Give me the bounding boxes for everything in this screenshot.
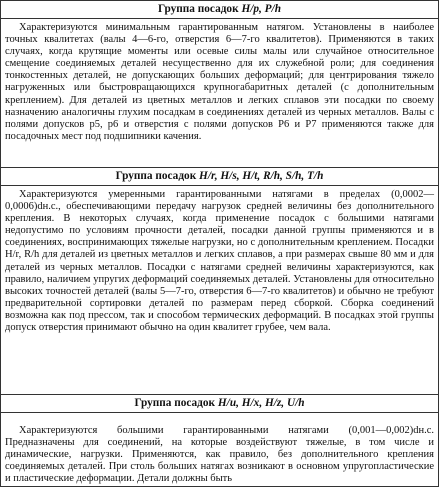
section-body-3: [1, 413, 438, 487]
section-title-label: Группа посадок: [158, 3, 239, 15]
fit-group-section-2: [1, 167, 438, 394]
section-title-label: Группа посадок: [115, 170, 197, 182]
section-paragraph: Характеризуются большими гарантированными натягами (0,001—0,002)dн.с. Предназначены для соединений, на которые воздействуют тяжелые, в том числе и динамические, нагрузки. Применяются, как правило, без дополнительного крепления соединяемых деталей. При столь больших натягах возникают в основном упругопластические и пластические деформации. Детали должны быть: [5, 425, 434, 485]
section-title-1: [1, 1, 438, 19]
section-title-label: Группа посадок: [134, 397, 216, 409]
fit-designations: H/u, H/x, H/z, U/h: [217, 397, 305, 409]
section-title-3: [1, 394, 438, 413]
section-title-2: [1, 167, 438, 186]
fit-designations: H/p, P/h: [241, 3, 281, 15]
fit-designations: H/r, H/s, H/t, R/h, S/h, T/h: [199, 170, 324, 182]
section-paragraph: Характеризуются умеренными гарантированными натягами в пределах (0,0002—0,0006)dн.с., обеспечивающими передачу нагрузок средней величины без дополнительного крепления. В некоторых случаях, когда применение посадок с большими натягами недопустимо по условиям прочности деталей, посадки данной группы применяются и в соединениях, воспринимающих тяжелые нагрузки, но с дополнительным креплением. Посадки H/r, R/h для деталей из цветных металлов и легких сплавов, а при размерах свыше 80 мм и для деталей из черных металлов. Посадки с натягами средней величины характеризуются, как правило, наличием упругих деформаций соединяемых деталей. Установлены для относительно высоких точностей деталей (валы 5—7-го, отверстия 6—7-го квалитетов) и обычно не требуют предварительной сортировки деталей по размерам перед сборкой. Сборка соединений возможна как под прессом, так и способом термических деформаций. В посадках этой группы допуск отверстия принимают обычно на один квалитет грубее, чем вала.: [5, 189, 434, 334]
fit-group-section-1: [1, 1, 438, 167]
section-paragraph: Характеризуются минимальным гарантированным натягом. Установлены в наиболее точных квалитетах (валы 4—6-го, отверстия 6—7-го квалитетов). Применяются в таких случаях, когда крутящие моменты или осевые силы малы или случайное относительное смещение соединяемых деталей несущественно для их служебной роли; для соединения тонкостенных деталей, не допускающих больших деформаций; для центрирования тяжело нагруженных или быстровращающихся крупногабаритных деталей (с дополнительным креплением). Для деталей из цветных металлов и легких сплавов эти посадки по своему назначению аналогичны глухим посадкам в соединениях деталей из черных металлов. Валы с полями допусков p5, p6 и отверстия с полями допусков P6 и P7 применяются также для посадочных мест под подшипники качения.: [5, 22, 434, 142]
fit-group-section-3: [1, 394, 438, 487]
section-body-2: [1, 186, 438, 394]
section-body-1: [1, 19, 438, 167]
